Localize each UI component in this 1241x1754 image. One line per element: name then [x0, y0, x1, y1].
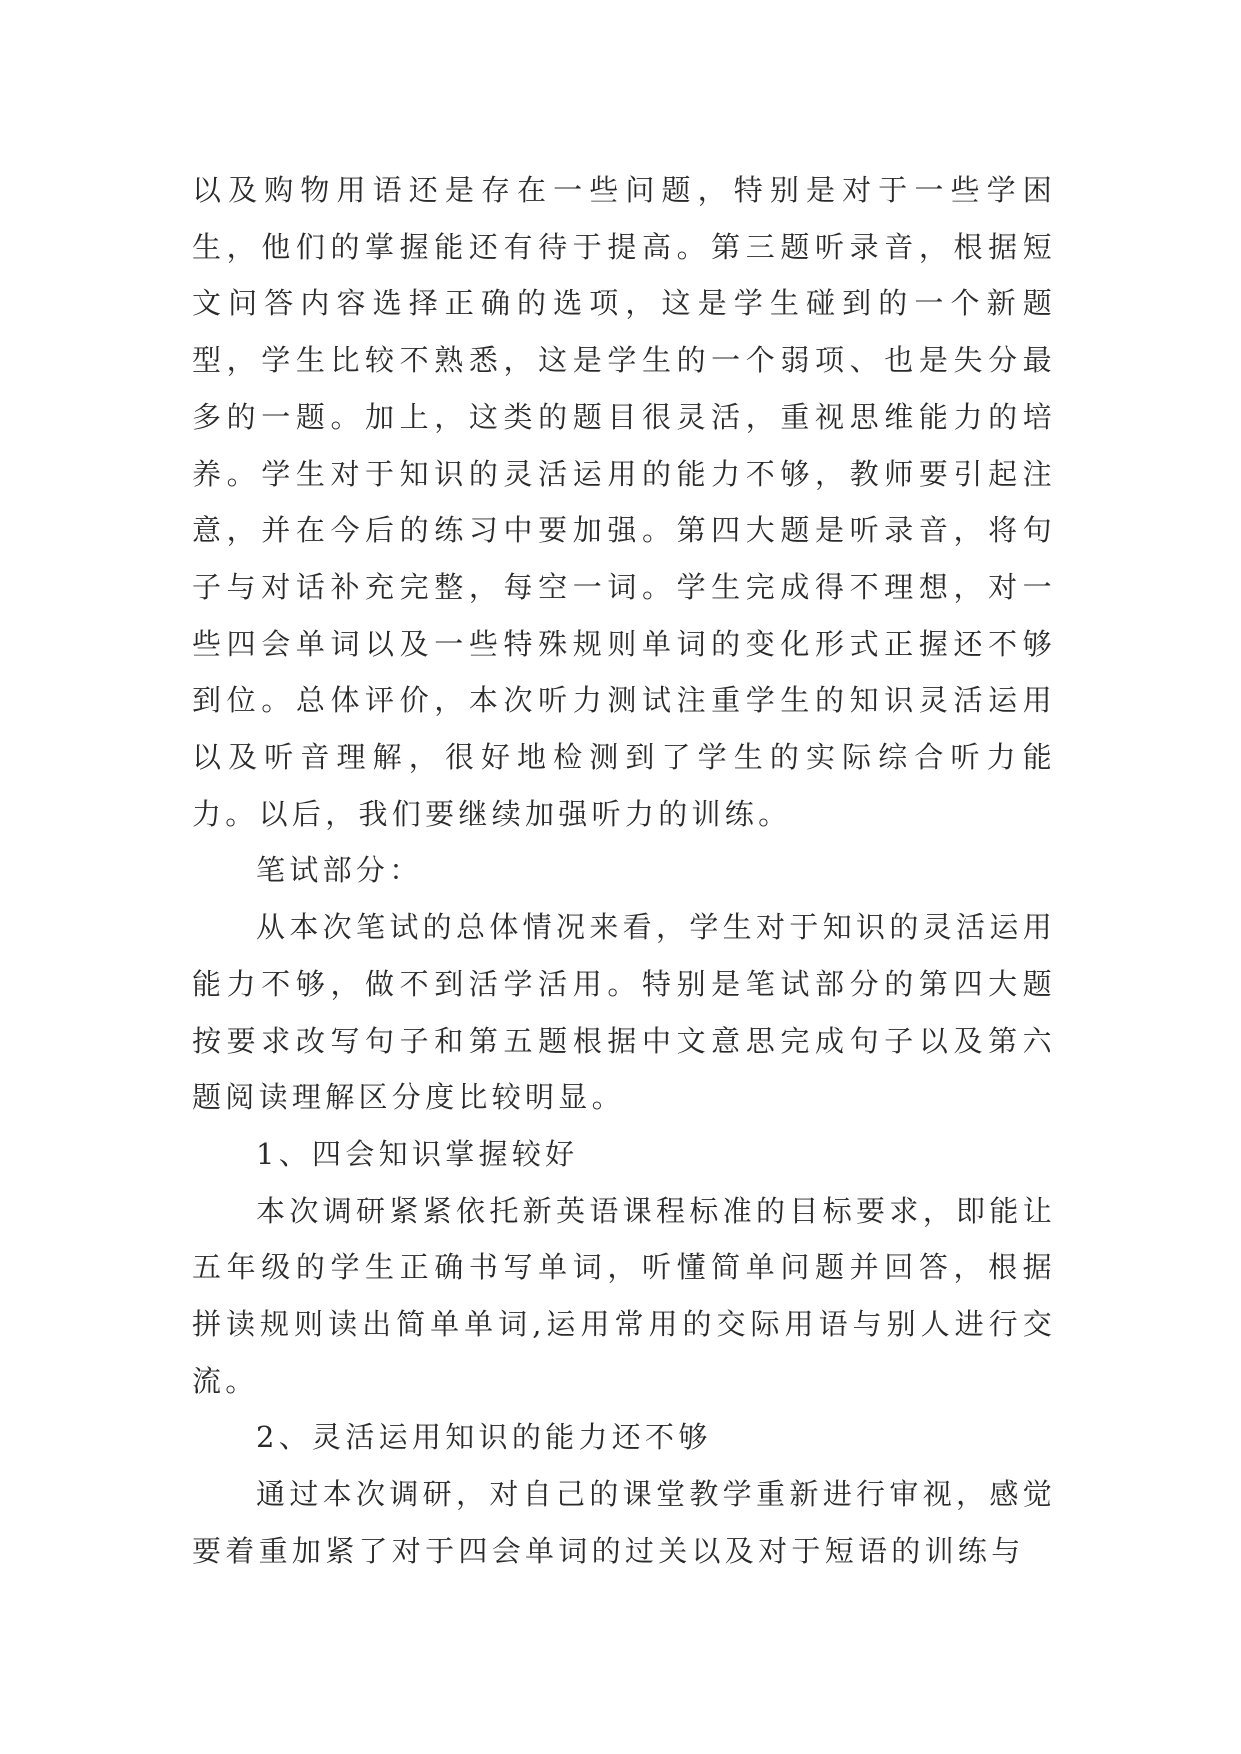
paragraph-point-1: 本次调研紧紧依托新英语课程标准的目标要求，即能让五年级的学生正确书写单词，听懂简单问题并回答，根据拼读规则读出简单单词,运用常用的交际用语与别人进行交流。 [192, 1193, 1056, 1398]
heading-written-section: 笔试部分： [256, 853, 423, 888]
paragraph-listening-analysis: 以及购物用语还是存在一些问题，特别是对于一些学困生，他们的掌握能还有待于提高。第三题听录音，根据短文问答内容选择正确的选项，这是学生碰到的一个新题型，学生比较不熟悉，这是学生的一个弱项、也是失分最多的一题。加上，这类的题目很灵活，重视思维能力的培养。学生对于知识的灵活运用的能力不够，教师要引起注意，并在今后的练习中要加强。第四大题是听录音，将句子与对话补充完整，每空一词。学生完成得不理想，对一些四会单词以及一些特殊规则单词的变化形式正握还不够到位。总体评价，本次听力测试注重学生的知识灵活运用以及听音理解，很好地检测到了学生的实际综合听力能力。以后，我们要继续加强听力的训练。 [192, 173, 1056, 831]
paragraph-point-2: 通过本次调研，对自己的课堂教学重新进行审视，感觉要着重加紧了对于四会单词的过关以及对于短语的训练与 [192, 1477, 1056, 1568]
document-body [192, 162, 1056, 1580]
paragraph-written-overview: 从本次笔试的总体情况来看，学生对于知识的灵活运用能力不够，做不到活学活用。特别是笔试部分的第四大题按要求改写句子和第五题根据中文意思完成句子以及第六题阅读理解区分度比较明显。 [192, 910, 1056, 1115]
heading-point-2: 2、灵活运用知识的能力还不够 [256, 1420, 712, 1455]
heading-point-1: 1、四会知识掌握较好 [256, 1136, 579, 1171]
